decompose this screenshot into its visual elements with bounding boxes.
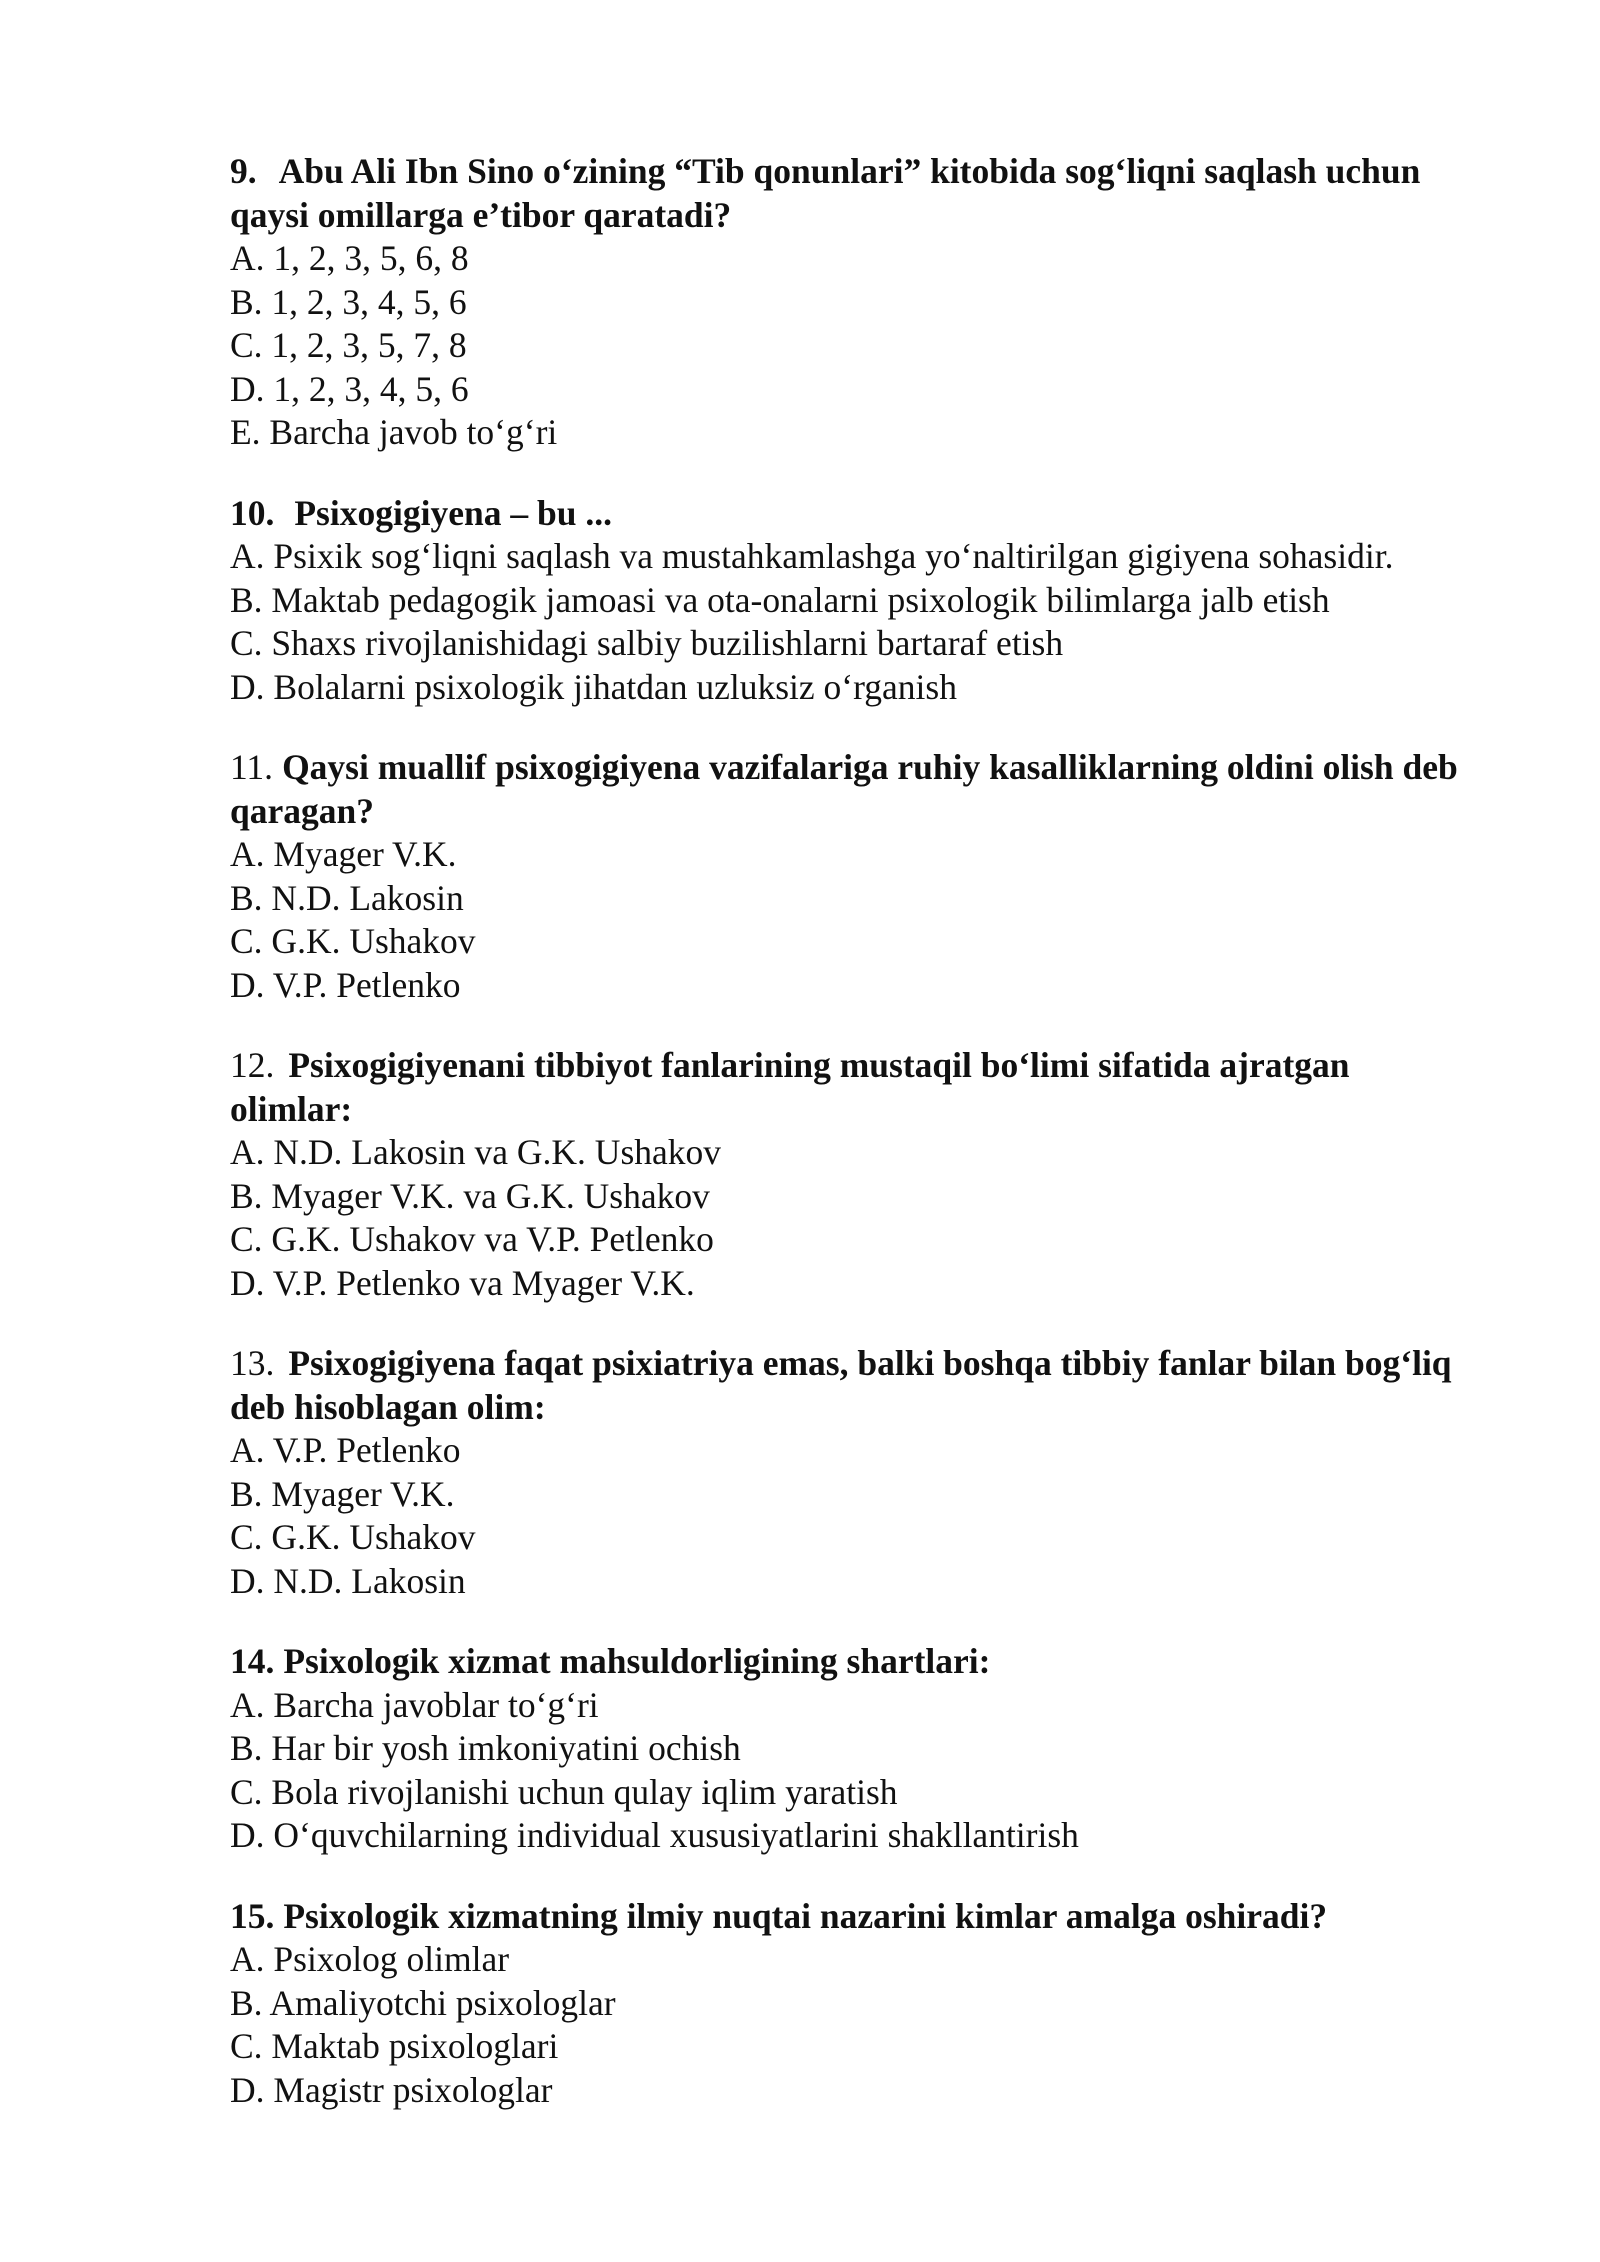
answer-option: D. Magistr psixologlar xyxy=(230,2069,553,2110)
answer-option: C. 1, 2, 3, 5, 7, 8 xyxy=(230,325,467,365)
question-number: 14. xyxy=(230,1641,275,1681)
document-page xyxy=(230,150,1480,2149)
question-text: Qaysi muallif psixogigiyena vazifalariga ruhiy kasalliklarning oldini olish deb qaragan? xyxy=(230,747,1458,831)
question-text: Abu Ali Ibn Sino o‘zining “Tib qonunlari” kitobida sog‘liqni saqlash uchun qaysi omillarga e’tibor qaratadi? xyxy=(230,151,1421,235)
question-text: Psixologik xizmatning ilmiy nuqtai nazarini kimlar amalga oshiradi? xyxy=(283,1895,1328,1936)
question-number: 11. xyxy=(230,747,274,787)
answer-option: D. 1, 2, 3, 4, 5, 6 xyxy=(230,368,469,409)
answer-option: A. Psixik sog‘liqni saqlash va mustahkamlashga yo‘naltirilgan gigiyena sohasidir. xyxy=(230,536,1394,576)
answer-option: E. Barcha javob to‘g‘ri xyxy=(230,412,558,452)
answer-option: A. Barcha javoblar to‘g‘ri xyxy=(230,1684,599,1725)
answer-option: A. 1, 2, 3, 5, 6, 8 xyxy=(230,238,469,278)
question-title xyxy=(230,1640,1480,1684)
question-title xyxy=(230,1342,1480,1429)
answer-option: B. Maktab pedagogik jamoasi va ota-onalarni psixologik bilimlarga jalb etish xyxy=(230,579,1330,620)
question-block xyxy=(230,1342,1480,1603)
answer-option: C. Maktab psixologlari xyxy=(230,2026,559,2066)
answer-option: C. Bola rivojlanishi uchun qulay iqlim yaratish xyxy=(230,1771,898,1812)
answer-option: B. Amaliyotchi psixologlar xyxy=(230,1982,616,2023)
answer-option: A. V.P. Petlenko xyxy=(230,1430,461,1470)
answer-option: B. N.D. Lakosin xyxy=(230,877,464,918)
answer-option: D. O‘quvchilarning individual xususiyatlarini shakllantirish xyxy=(230,1815,1079,1855)
answer-option: D. Bolalarni psixologik jihatdan uzluksiz o‘rganish xyxy=(230,666,957,707)
question-block xyxy=(230,1895,1480,2113)
answer-option: A. N.D. Lakosin va G.K. Ushakov xyxy=(230,1132,722,1172)
answer-option: B. Myager V.K. va G.K. Ushakov xyxy=(230,1175,710,1216)
answer-option: C. G.K. Ushakov xyxy=(230,921,476,961)
question-block xyxy=(230,746,1480,1007)
question-number: 13. xyxy=(230,1343,275,1383)
question-text: Psixologik xizmat mahsuldorligining shartlari: xyxy=(283,1641,991,1681)
question-title xyxy=(230,492,1480,536)
answer-option: D. N.D. Lakosin xyxy=(230,1560,466,1601)
question-text: Psixogigiyena faqat psixiatriya emas, balki boshqa tibbiy fanlar bilan bog‘liq deb hisoblagan olim: xyxy=(230,1343,1452,1427)
question-title xyxy=(230,746,1480,833)
answer-option: D. V.P. Petlenko xyxy=(230,964,461,1005)
question-text: Psixogigiyena – bu ... xyxy=(294,492,612,533)
answer-option: C. Shaxs rivojlanishidagi salbiy buzilishlarni bartaraf etish xyxy=(230,623,1064,663)
question-title xyxy=(230,1044,1480,1131)
question-number: 15. xyxy=(230,1895,275,1936)
answer-option: A. Myager V.K. xyxy=(230,834,457,874)
question-title xyxy=(230,150,1480,237)
answer-option: B. Har bir yosh imkoniyatini ochish xyxy=(230,1728,741,1768)
answer-option: B. Myager V.K. xyxy=(230,1473,455,1514)
question-number: 12. xyxy=(230,1045,275,1085)
question-text: Psixogigiyenani tibbiyot fanlarining mustaqil bo‘limi sifatida ajratgan olimlar: xyxy=(230,1045,1350,1129)
question-number: 10. xyxy=(230,492,275,533)
question-block xyxy=(230,150,1480,455)
question-number: 9. xyxy=(230,151,257,191)
answer-option: B. 1, 2, 3, 4, 5, 6 xyxy=(230,281,467,322)
question-block xyxy=(230,492,1480,710)
question-block xyxy=(230,1044,1480,1305)
answer-option: C. G.K. Ushakov va V.P. Petlenko xyxy=(230,1219,714,1259)
question-title xyxy=(230,1895,1480,1939)
answer-option: A. Psixolog olimlar xyxy=(230,1939,510,1979)
answer-option: C. G.K. Ushakov xyxy=(230,1517,476,1557)
question-block xyxy=(230,1640,1480,1858)
answer-option: D. V.P. Petlenko va Myager V.K. xyxy=(230,1262,695,1303)
